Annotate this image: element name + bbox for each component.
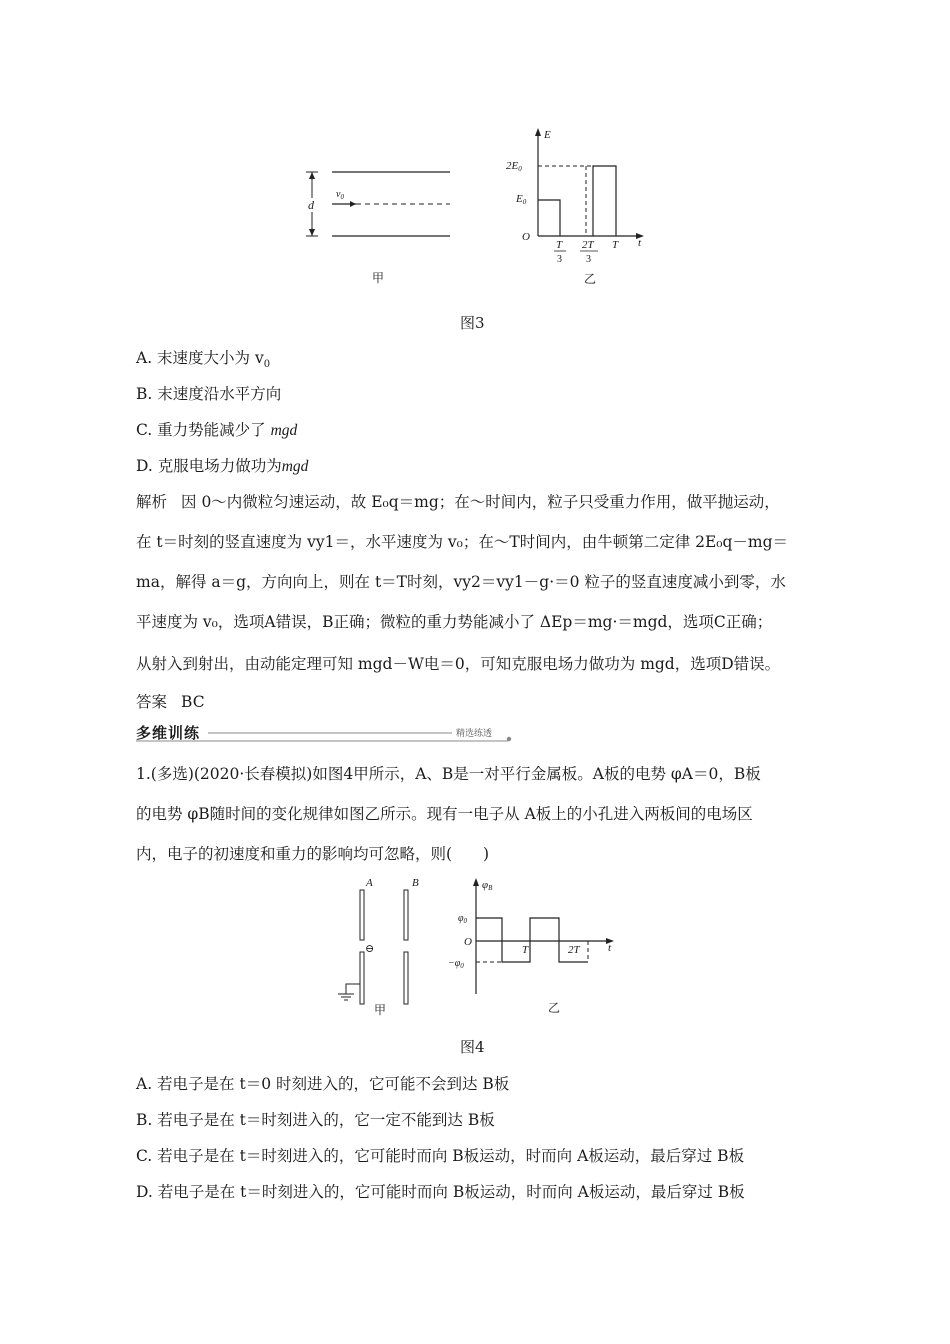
tick-t3-den: 3 [557, 254, 562, 265]
analysis-label: 解析 [136, 493, 168, 511]
origin-label-4: O [464, 936, 472, 948]
plate-a-upper [360, 890, 364, 940]
banner-title: 多维训练 [136, 724, 201, 742]
figure-4-yi [444, 874, 624, 1016]
jia-caption: 甲 [372, 271, 385, 285]
plate-b-lower [404, 952, 408, 1004]
question-line-2: 的电势 φB随时间的变化规律如图乙所示。现有一电子从 A板上的小孔进入两板间的电场区 [136, 805, 753, 823]
tick-2t3-num: 2T [582, 239, 594, 251]
option2-c: C. 若电子是在 t＝时刻进入的，它可能时而向 B板运动，时而向 A板运动，最后穿过 B板 [136, 1147, 745, 1165]
figure-3-jia [290, 160, 470, 290]
e0-segment [538, 200, 560, 236]
ground-wire [346, 984, 360, 994]
tick-2t3-den: 3 [586, 254, 591, 265]
tick-t3-num: T [556, 239, 563, 251]
answer-label: 答案 [136, 693, 168, 711]
figure-4-jia [330, 872, 430, 1020]
figure-3-yi [500, 124, 670, 284]
figure-4-caption: 图4 [460, 1038, 485, 1056]
analysis-line-5: 从射入到射出，由动能定理可知 mgd－W电＝0，可知克服电场力做功为 mgd，选项D错误。 [136, 655, 781, 673]
yi-caption-4: 乙 [548, 1001, 561, 1015]
plate-b-label: B [412, 877, 419, 889]
t-axis-label: t [638, 237, 642, 249]
origin-label: O [522, 231, 530, 243]
option-c: C. 重力势能减少了 mgd [136, 421, 298, 439]
plate-b-upper [404, 890, 408, 940]
option2-d: D. 若电子是在 t＝时刻进入的，它可能时而向 B板运动，时而向 A板运动，最后穿过 B板 [136, 1183, 745, 1201]
d-label: d [308, 198, 314, 212]
question-line-1: 1.(多选)(2020·长春模拟)如图4甲所示，A、B是一对平行金属板。A板的电势 φA＝0，B板 [136, 765, 761, 783]
analysis-line-3: ma，解得 a＝g，方向向上，则在 t＝T时刻，vy2＝vy1－g·＝0 粒子的竖直速度减小到零，水 [136, 573, 786, 591]
analysis-line-1: 解析 因 0～内微粒匀速运动，故 E₀q＝mg；在～时间内，粒子只受重力作用，做平抛运动， [136, 493, 780, 511]
neg-phi0-label: $-\varphi_0$ [448, 958, 464, 970]
option-d: D. 克服电场力做功为mgd [136, 457, 309, 475]
t-axis-label-4: t [608, 942, 612, 954]
velocity-arrowhead [350, 201, 356, 207]
e-axis-label: E [544, 129, 551, 141]
2e0-segment [593, 166, 616, 236]
tick-t-4: T [522, 944, 529, 956]
tick-2t-4: 2T [568, 944, 580, 956]
option-b: B. 末速度沿水平方向 [136, 385, 282, 403]
plate-a-label: A [366, 877, 373, 889]
tick-t: T [612, 239, 619, 251]
figure-3-caption: 图3 [460, 314, 485, 332]
answer-line [136, 690, 205, 712]
jia-caption-4: 甲 [374, 1003, 387, 1017]
banner-right-text: 精选练透 [456, 729, 493, 739]
electron-icon: ⊖ [365, 943, 375, 955]
e0-label: E0 [516, 193, 527, 206]
option2-a: A. 若电子是在 t＝0 时刻进入的，它可能不会到达 B板 [136, 1075, 510, 1093]
phi0-label: $\varphi_0$ [458, 913, 468, 925]
v0-label: $v_0$ [336, 189, 344, 201]
2e0-label: 2E0 [506, 160, 522, 173]
option-a: A. 末速度大小为 $v_0$ [136, 349, 271, 371]
analysis-line-2: 在 t＝时刻的竖直速度为 vy1＝，水平速度为 v₀；在～T时间内，由牛顿第二定律 2E₀q－mg＝ [136, 533, 789, 551]
answer-value: BC [181, 693, 205, 711]
option2-b: B. 若电子是在 t＝时刻进入的，它一定不能到达 B板 [136, 1111, 495, 1129]
section-banner [136, 722, 514, 744]
phi-axis-label: φB [482, 879, 493, 892]
yi-caption: 乙 [584, 272, 597, 284]
question-line-3: 内，电子的初速度和重力的影响均可忽略，则( ) [136, 845, 490, 863]
analysis-line-4: 平速度为 v₀，选项A错误，B正确；微粒的重力势能减小了 ΔEp＝mg·＝mgd，选项C正确； [136, 613, 773, 631]
plate-a-lower [360, 952, 364, 1004]
